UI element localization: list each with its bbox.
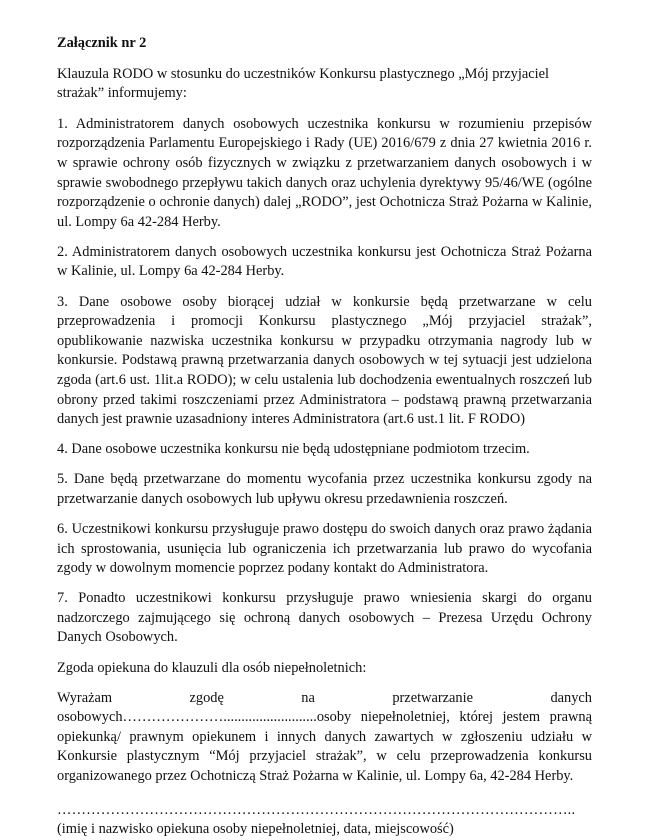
document-page: [57, 34, 592, 840]
intro-paragraph: Klauzula RODO w stosunku do uczestników Konkursu plastycznego „Mój przyjaciel strażak” informujemy:: [57, 65, 549, 102]
point-7: 7. Ponadto uczestnikowi konkursu przysługuje prawo wniesienia skargi do organu nadzorczego zajmującego się ochroną danych osobowych – Prezesa Urzędu Ochrony Danych Osobowych.: [57, 590, 592, 646]
point-4: 4. Dane osobowe uczestnika konkursu nie będą udostępniane podmiotom trzecim.: [57, 441, 530, 458]
point-3: 3. Dane osobowe osoby biorącej udział w konkursie będą przetwarzane w celu przeprowadzenia i promocji Konkursu plastycznego „Mój przyjaciel strażak”, opublikowanie nazwiska uczestnika konkursu w przypadku otrzymania nagrody lub w konkursie. Podstawą prawną przetwarzania danych osobowych w tej sytuacji jest udzielona zgoda (art.6 ust. 1lit.a RODO); w celu ustalenia lub dochodzenia ewentualnych roszczeń lub obrony przed takimi roszczeniami przez Administratora – podstawą prawną przetwarzania danych jest prawnie uzasadniony interes Administratora (art.6 ust.1 lit. F RODO): [57, 293, 592, 428]
document-title: Załącznik nr 2: [57, 35, 147, 51]
point-2: 2. Administratorem danych osobowych uczestnika konkursu jest Ochotnicza Straż Pożarna w Kalinie, ul. Lompy 6a 42-284 Herby.: [57, 243, 592, 280]
consent-text: Wyrażam zgodę na przetwarzanie danych osobowych…………………..........................osoby niepełnoletniej, której jestem prawną opiekunką/ prawnym opiekunem i innych danych zawartych w zgłoszeniu udziału w Konkursie plastycznym “Mój przyjaciel strażak”, w celu przeprowadzenia konkursu organizowanego przez Ochotniczą Straż Pożarna w Kalinie, ul. Lompy 6a, 42-284 Herby.: [57, 689, 592, 784]
point-5: 5. Dane będą przetwarzane do momentu wycofania przez uczestnika konkursu zgody na przetwarzanie danych osobowych lub upływu okresu przedawnienia roszczeń.: [57, 471, 592, 507]
signature-line: ……………………………………………………………………………………………..: [57, 801, 576, 818]
consent-heading: Zgoda opiekuna do klauzuli dla osób niepełnoletnich:: [57, 659, 367, 676]
point-1: 1. Administratorem danych osobowych uczestnika konkursu w rozumieniu przepisów rozporządzenia Parlamentu Europejskiego i Rady (UE) 2016/679 z dnia 27 kwietnia 2016 r. w sprawie ochrony osób fizycznych w związku z przetwarzaniem danych osobowych i w sprawie swobodnego przepływu takich danych oraz uchylenia dyrektywy 95/46/WE (ogólne rozporządzenie o ochronie danych) dalej „RODO”, jest Ochotnicza Straż Pożarna w Kalinie, ul. Lompy 6a 42-284 Herby.: [57, 115, 592, 230]
signature-caption: (imię i nazwisko opiekuna osoby niepełnoletniej, data, miejscowość): [57, 821, 454, 838]
point-6: 6. Uczestnikowi konkursu przysługuje prawo dostępu do swoich danych oraz prawo żądania ich sprostowania, usunięcia lub ograniczenia ich przetwarzania lub prawo do wycofania zgody w dowolnym momencie poprzez podany kontakt do Administratora.: [57, 520, 592, 577]
